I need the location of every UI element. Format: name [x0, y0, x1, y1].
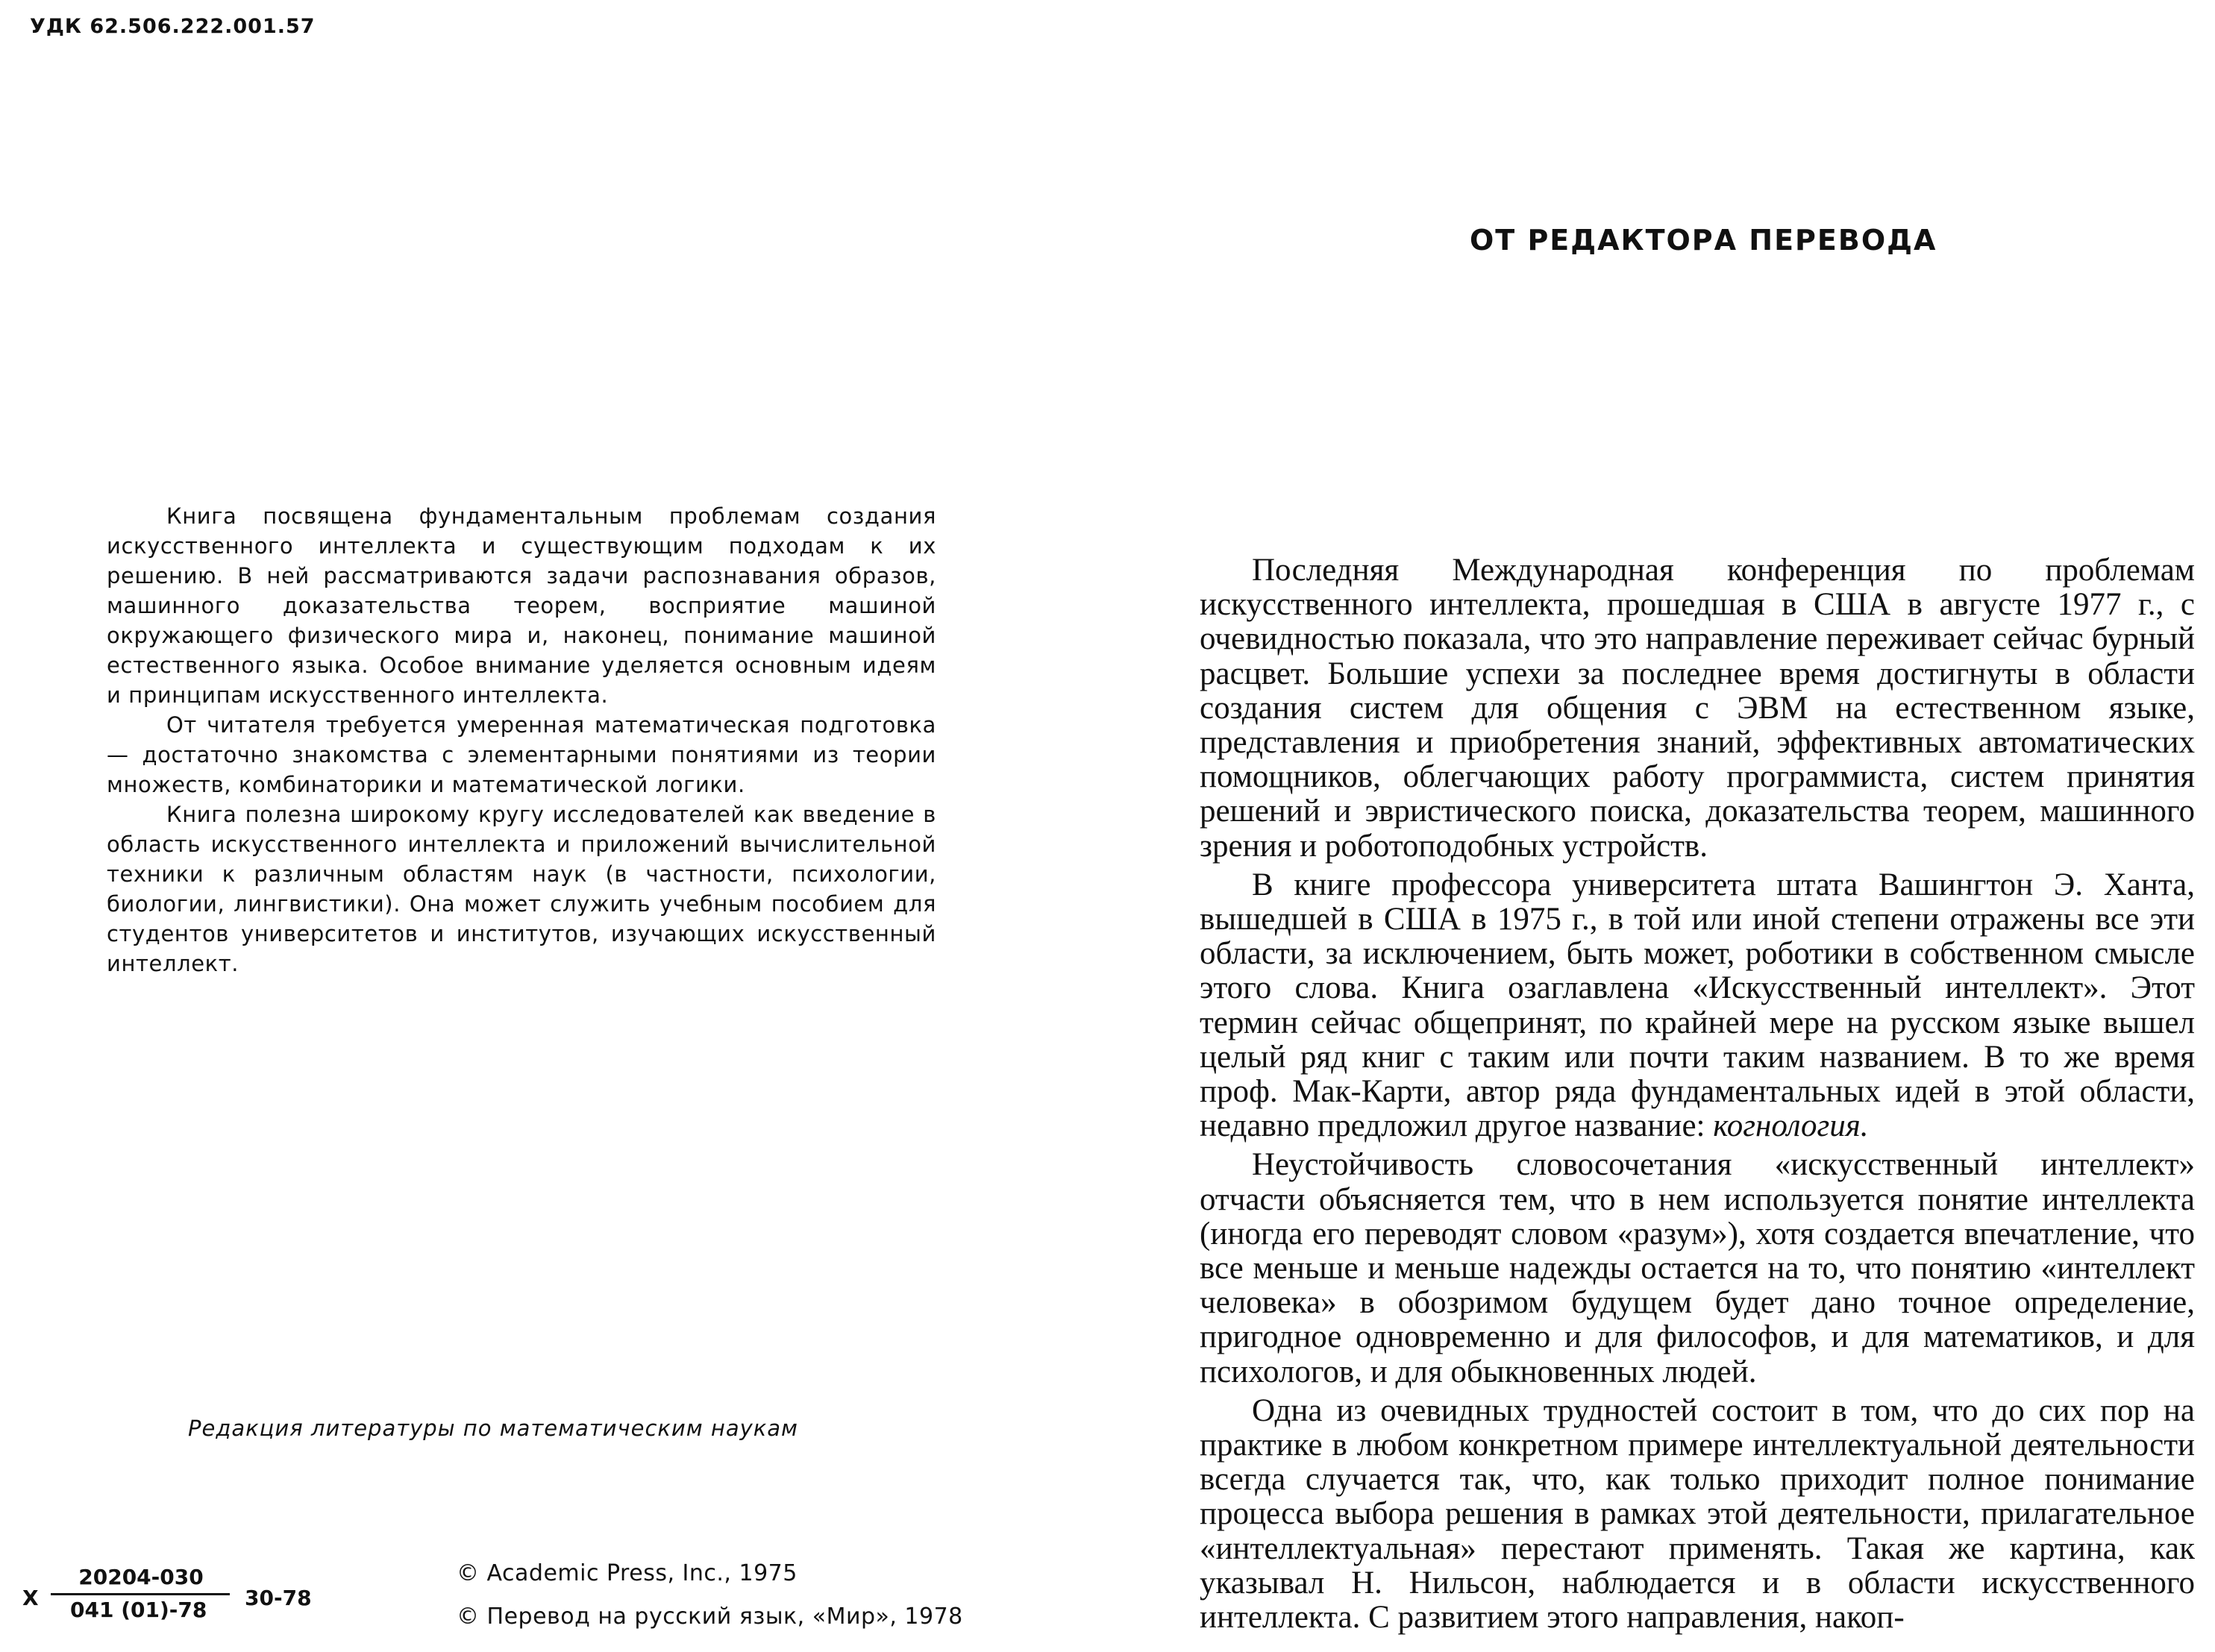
page-title: ОТ РЕДАКТОРА ПЕРЕВОДА: [1470, 224, 1937, 257]
abstract-paragraph: От читателя требуется умеренная математическая подготовка — достаточно знакомства с элементарными понятиями из теории множеств, комбинаторики и математической логики.: [107, 712, 936, 797]
code-prefix: X: [22, 1586, 39, 1610]
code-numerator: 20204-030: [78, 1565, 204, 1589]
italic-term: когнология.: [1713, 1108, 1869, 1144]
copyright-original: © Academic Press, Inc., 1975: [457, 1560, 798, 1586]
abstract-paragraph: Книга посвящена фундаментальным проблемам создания искусственного интеллекта и существующим подходам к их решению. В ней рассматриваются задачи распознавания образов, машинного доказательства теорем, восприятие машиной окружающего физического мира и, наконец, понимание машиной естественного языка. Особое внимание уделяется основным идеям и принципам искусственного интеллекта.: [107, 503, 936, 708]
code-suffix: 30-78: [245, 1586, 312, 1610]
udk-code: УДК 62.506.222.001.57: [30, 15, 316, 38]
code-denominator: 041 (01)-78: [70, 1598, 207, 1622]
book-abstract: [107, 501, 936, 979]
foreword-paragraph: [1200, 868, 2195, 1144]
code-fraction-rule: [51, 1593, 230, 1595]
foreword-paragraph: Неустойчивость словосочетания «искусственный интеллект» отчасти объясняется тем, что в нем используется понятие интеллекта (иногда его переводят словом «разум»), хотя создается впечатление, что все меньше и меньше надежды остается на то, что понятию «интеллект человека» в обозримом будущем будет дано точное определение, пригодное одновременно и для философов, и для математиков, и для психологов, и для обыкновенных людей.: [1200, 1147, 2195, 1389]
abstract-paragraph: Книга полезна широкому кругу исследователей как введение в область искусственного интеллекта и приложений вычислительной техники к различным областям наук (в частности, психологии, биологии, лингвистики). Она может служить учебным пособием для студентов университетов и институтов, изучающих искусственный интеллект.: [107, 802, 936, 976]
foreword-paragraph: Последняя Международная конференция по проблемам искусственного интеллекта, прошедшая в США в августе 1977 г., с очевидностью показала, что это направление переживает сейчас бурный расцвет. Большие успехи за последнее время достигнуты в области создания систем для общения с ЭВМ на естественном языке, представления и приобретения знаний, эффективных автоматических помощников, облегчающих работу программиста, систем принятия решений и эвристического поиска, доказательства теорем, машинного зрения и роботоподобных устройств.: [1200, 553, 2195, 864]
foreword-paragraph: Одна из очевидных трудностей состоит в том, что до сих пор на практике в любом конкретном примере интеллектуальной деятельности всегда случается так, что, как только приходит полное понимание процесса выбора решения в рамках этой деятельности, прилагательное «интеллектуальная» перестают применять. Такая же картина, как указывал Н. Нильсон, наблюдается и в области искусственного интеллекта. С развитием этого направления, накоп-: [1200, 1392, 2195, 1636]
foreword-paragraph-text: В книге профессора университета штата Вашингтон Э. Ханта, вышедшей в США в 1975 г., в той или иной степени отражены все эти области, за исключением, быть может, роботики в собственном смысле этого слова. Книга озаглавлена «Искусственный интеллект». Этот термин сейчас общепринят, по крайней мере на русском языке вышел целый ряд книг с таким или почти таким названием. В то же время проф. Мак-Карти, автор ряда фундаментальных идей в этой области, недавно предложил другое название:: [1200, 867, 2195, 1144]
editorial-imprint: Редакция литературы по математическим наукам: [188, 1416, 798, 1441]
copyright-translation: © Перевод на русский язык, «Мир», 1978: [457, 1604, 963, 1630]
foreword-text: [1200, 553, 2195, 1639]
